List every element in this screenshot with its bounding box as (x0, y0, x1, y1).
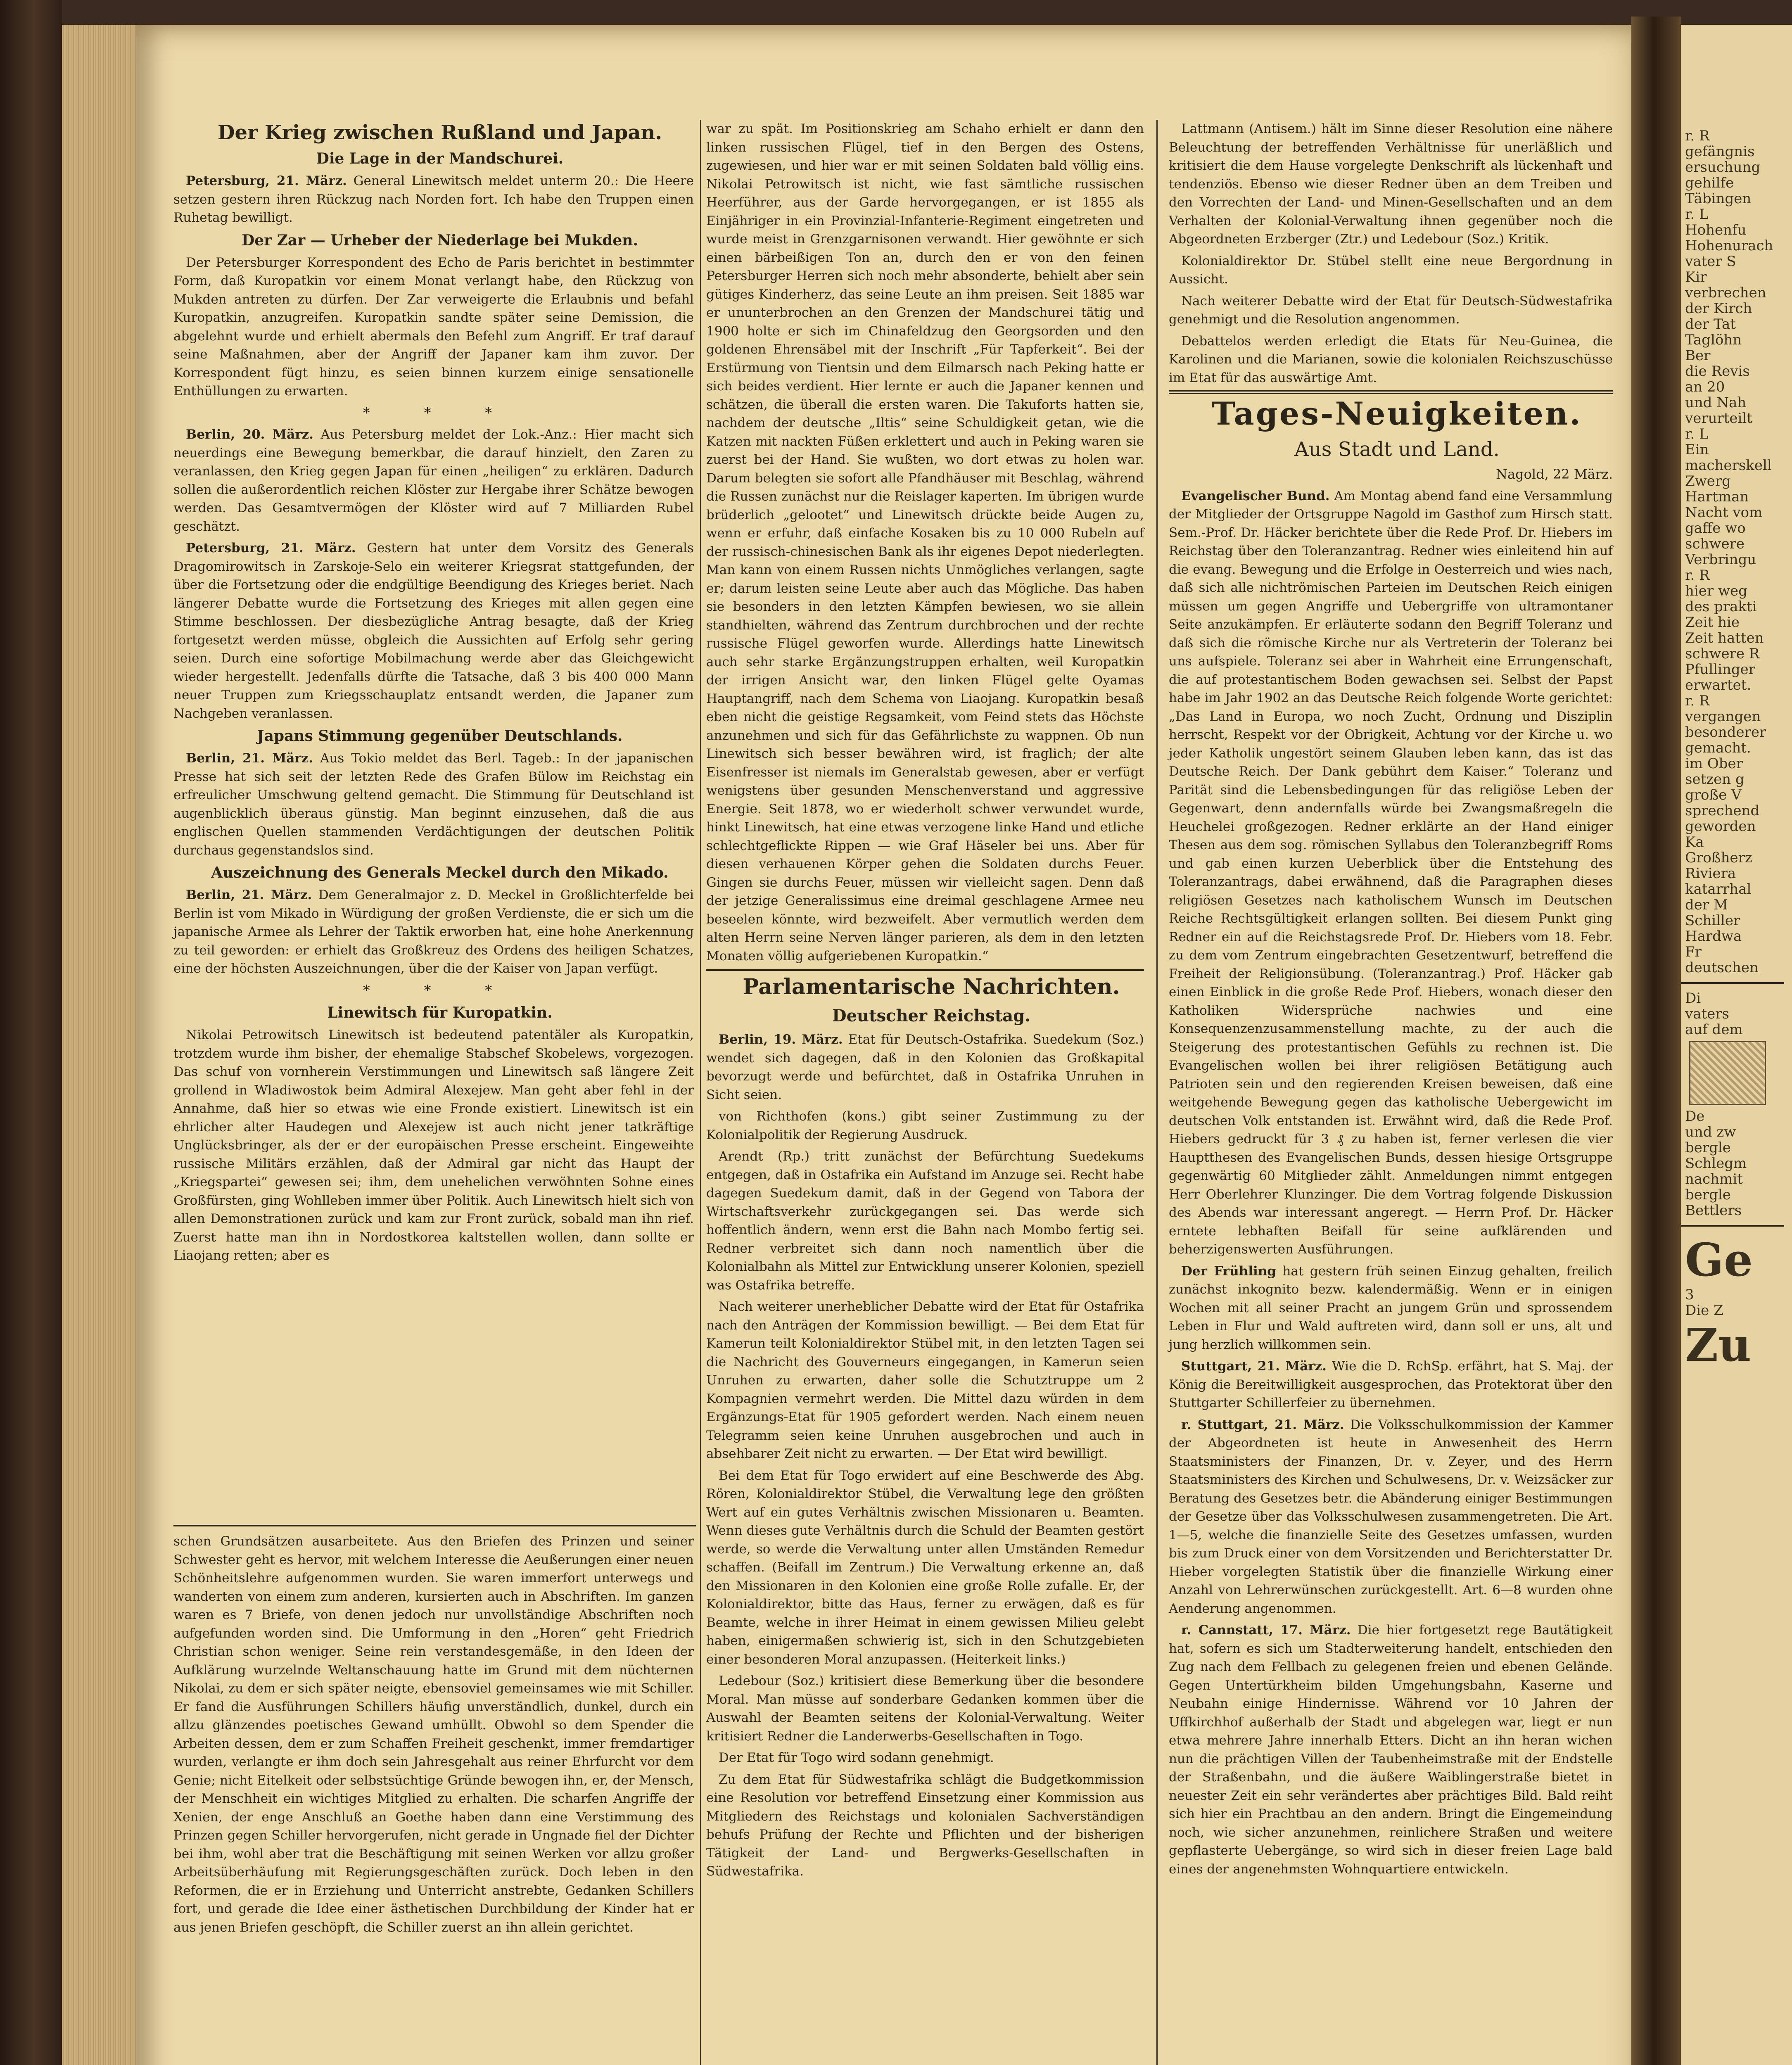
article-zar: Der Petersburger Korrespondent des Echo de Paris berichtet in bestimmter Form, daß Kuropatkin vor einem Monat verlangt habe, den Rückzug von Mukden antreten zu dürfen. Der Zar verweigerte die Erlaubnis und befahl Kuropatkin, anzugreifen. Kuropatkin sandte später seine Demission, die abgelehnt wurde und erhielt abermals den Befehl zum Angriff. Er traf darauf seine Maßnahmen, aber der Angriff der Japaner kam ihm zuvor. Der Korrespondent fügt hinzu, es seien binnen kurzem einige sensationelle Enthüllungen zu erwarten. (173, 255, 694, 399)
article-lead: Evangelischer Bund. (1181, 488, 1330, 503)
article-linewitsch-continued: war zu spät. Im Positionskrieg am Schaho erhielt er dann den linken russischen Flügel, tief in den Bergen des Ostens, zugewiesen, und hier war er mit seinen Soldaten bald völlig eins. Nikolai Petrowitsch ist nicht, wie fast sämtliche russischen Heerführer, aus der Garde hervorgegangen, er ist 1855 als Einjähriger in ein Provinzial-Infanterie-Regiment eingetreten und wurde meist in Grenzgarnisonen verwandt. Hier gewöhnte er sich einen bärbeißigen Ton an, durch den er von den feinen Petersburger Herren sich noch mehr absonderte, behielt aber sein gütiges Kinderherz, das seine Leute an ihm preisen. Seit 1885 war er ununterbrochen an den Grenzen der Mandschurei tätig und 1900 holte er sich im Chinafeldzug den Georgsorden und den goldenen Ehrensäbel mit der Inschrift „Für Tapferkeit“. Bei der Erstürmung von Tientsin und dem Eilmarsch nach Peking hatte er sich beides verdient. Hier lernte er auch die Japaner kennen und schätzen, die überall die ersten waren. Die Takuforts hatten sie, nachdem der deutsche „Iltis“ seine Schuldigkeit getan, wie die Katzen mit nackten Füßen erklettert und auch in Peking waren sie zuerst bei der Hand. Sie wußten, wo dort etwas zu holen war. Darum belegten sie sofort alle Pfandhäuser mit Beschlag, während die Russen zunächst nur die Reislager kaperten. Im übrigen wurde brüderlich „gelootet“ und Linewitsch drückte beide Augen zu, wenn er erfuhr, daß einfache Kosaken bis zu 10 000 Rubeln auf der russisch-chinesischen Bank als ihr eigenes Depot niederlegten. Man kann von einem Russen nichts Unmögliches verlangen, sagte er; darum leisten seine Leute aber auch das Mögliche. Das haben sie besonders in den letzten Kämpfen bewiesen, wo sie allein standhielten, während das Zentrum durchbrochen und der rechte russische Flügel geworfen wurde. Allerdings hatte Linewitsch auch sehr starke Ergänzungstruppen erhalten, weil Kuropatkin der irrigen Ansicht war, den linken Flügel gelte Oyamas Hauptangriff, nach dem Schema von Liaojang. Kuropatkin besaß eben nicht die geistige Regsamkeit, vom Feind stets das Höchste anzunehmen und sich für das Gefährlichste zu wappnen. Ob nun Linewitsch sich besser bewähren wird, ist fraglich; der alte Eisenfresser ist niemals im Generalstab gewesen, aber er verfügt wenigstens über gesunden Menschenverstand und aggressive Energie. Seit 1878, wo er wiederholt schwer verwundet wurde, hinkt Linewitsch, hat eine etwas verzogene linke Hand und etliche schlechtgeflickte Rippen — wie Graf Häseler bei uns. Aber für diesen verhauenen Körper gehen die Soldaten durchs Feuer. Gingen sie durchs Feuer, müssen wir vielleicht sagen. Denn daß der jetzige Generalissimus eine dreimal geschlagene Armee neu beseelen könnte, wird bezweifelt. Aber vermutlich werden dem alten Herrn seine Nerven länger parieren, als dem in den letzten Monaten völlig aufgeriebenen Kuropatkin.“ (706, 121, 1144, 964)
adjacent-page-text-fragments (1681, 128, 1792, 1372)
fragment-line: r. L (1685, 206, 1709, 223)
fragment-line: auf dem (1685, 1021, 1743, 1038)
fragment-line: Taglöhn (1685, 332, 1742, 348)
dateline: Berlin, 21. März. (186, 888, 312, 902)
column-continued-parliament (706, 120, 1144, 1884)
fragment-line: große V (1685, 787, 1742, 803)
article-meckel (173, 886, 694, 978)
fragment-line: erwartet. (1685, 677, 1752, 693)
fragment-line: deutschen (1685, 959, 1759, 976)
fragment-line: Hardwa (1685, 928, 1742, 945)
fragment-line: gemacht. (1685, 740, 1751, 756)
fragment-line: Ka (1685, 834, 1704, 850)
reichstag-lattmann: Lattmann (Antisem.) hält im Sinne dieser Resolution eine nähere Beleuchtung der betreffenden Verhältnisse für unerläßlich und kritisiert die dem Hause vorgelegte Denkschrift als lückenhaft und tendenziös. Ebenso wie dieser Redner üben an dem Treiben und den Vorrechten der Land- und Minen-Gesellschaften und an dem Verhalten der Kolonial-Verwaltung ihnen gegenüber noch die Abgeordneten Erzberger (Ztr.) und Ledebour (Soz.) Kritik. (1169, 121, 1613, 247)
article-berlin-20 (173, 425, 694, 536)
fragment-line: Ber (1685, 347, 1711, 364)
fragment-line: Riviera (1685, 865, 1736, 882)
fragment-line: bergle (1685, 1139, 1731, 1156)
fragment-line: der Kirch (1685, 300, 1752, 317)
dateline: Berlin, 21. März. (186, 751, 313, 766)
reichstag-stuebel: Kolonialdirektor Dr. Stübel stellt eine neue Bergordnung in Aussicht. (1169, 253, 1613, 287)
dateline: Berlin, 19. März. (719, 1032, 843, 1047)
fragment-line: bergle (1685, 1187, 1731, 1203)
feuilleton-separator (173, 1525, 696, 1526)
fragment-line: gehilfe (1685, 175, 1734, 191)
fragment-line: sprechend (1685, 802, 1760, 819)
fragment-line: Zeit hatten (1685, 630, 1764, 646)
fragment-rule (1681, 982, 1784, 984)
article-evangelischer-bund (1169, 487, 1613, 1259)
fragment-line: vergangen (1685, 708, 1761, 725)
fragment-line: Täbingen (1685, 190, 1752, 207)
fragment-line: der M (1685, 897, 1728, 913)
fragment-line: geworden (1685, 818, 1756, 835)
fragment-line: r. L (1685, 426, 1709, 442)
fragment-line: macherskell (1685, 457, 1772, 474)
fragment-line: nachmit (1685, 1171, 1743, 1187)
fragment-line: r. R (1685, 128, 1710, 144)
subhead-meckel: Auszeichnung des Generals Meckel durch den Mikado. (211, 864, 669, 881)
column-rule (700, 120, 701, 2065)
fragment-line: vater S (1685, 253, 1736, 270)
fragment-line: Fr (1685, 944, 1702, 960)
article-berlin-tokio (173, 749, 694, 859)
reichstag-togo-approved: Der Etat für Togo wird sodann genehmigt. (719, 1750, 994, 1765)
fragment-line: Kir (1685, 269, 1707, 285)
fragment-line: verurteilt (1685, 410, 1752, 427)
article-stuttgart-2 (1169, 1416, 1613, 1618)
parliament-title: Parlamentarische Nachrichten. (743, 974, 1120, 999)
article-text: Die Volksschulkommission der Kammer der Abgeordneten ist heute in Anwesenheit des Herrn Staatsministers der Finanzen, Dr. v. Zeyer, und des Herrn Staatsministers des Kirchen und Schulwesens, Dr. v. Weizsäcker zur Beratung des Gesetzes betr. die Abänderung einiger Bestimmungen der Gesetze über das Volksschulwesen zusammengetreten. Die Art. 1—5, welche die finanzielle Seite des Gesetzes umfassen, wurden bis zum Druck einer von dem Vorsitzenden und Berichterstatter Dr. Hieber vorgelegten Statistik über die finanzielle Wirkung einer Anzahl von Lehrerwünschen zurückgestellt. Art. 6—8 wurden ohne Aenderung angenommen. (1169, 1417, 1613, 1616)
reichstag-suedwest-approved: Nach weiterer Debatte wird der Etat für Deutsch-Südwestafrika genehmigt und die Resolution angenommen. (1169, 293, 1613, 327)
fragment-line: des prakti (1685, 598, 1757, 615)
column-local-news (1169, 120, 1613, 1882)
article-linewitsch: Nikolai Petrowitsch Linewitsch ist bedeutend patentäler als Kuropatkin, trotzdem wurde ihm bisher, der ehemalige Stabschef Skobelews, vorgezogen. Das schuf von vornherein Verstimmungen und Linewitsch saß längere Zeit grollend in Wladiwostok beim Admiral Alexejew. Man geht aber fehl in der Annahme, daß hier so etwas wie eine Fronde existiert. Linewitsch ist ein ehrlicher alter Haudegen und Alexejew ist auch nicht jener tatkräftige Unglücksbringer, als der er der europäischen Presse erscheint. Eingeweihte russische Militärs erzählen, daß der Admiral gar nicht das Haupt der „Kriegspartei“ gewesen sei; ihm, dem unehelichen verwöhnten Sohne eines Großfürsten, ging Wohlleben immer über Politik. Auch Linewitsch hielt sich von allen Demonstrationen zurück und kam zur Front zurück, sobald man ihn rief. Zuerst hatte man ihn in Nordostkorea kaltstellen wollen, dann sollte er Liaojang retten; aber es (173, 1028, 694, 1263)
fragment-line: Zwerg (1685, 473, 1731, 489)
fragment-line: gefängnis (1685, 143, 1755, 160)
headline-war: Der Krieg zwischen Rußland und Japan. (217, 121, 662, 144)
subhead-japan: Japans Stimmung gegenüber Deutschlands. (257, 727, 623, 745)
fragment-line: Hohenfu (1685, 222, 1747, 238)
separator-stars: * * * (363, 404, 517, 421)
feuilleton-schiller (173, 1532, 694, 1937)
fragment-line: der Tat (1685, 316, 1736, 332)
fragment-line: Zu (1685, 1318, 1752, 1372)
reichstag-suedwestafrika: Zu dem Etat für Südwestafrika schlägt die Budgetkommission eine Resolution vor betreffend Einsetzung einer Kommission aus Mitgliedern des Reichstags und kolonialen Sachverständigen behufs Prüfung der Rechte und Pflichten und der bisherigen Tätigkeit der Land- und Bergwerks-Gesellschaften in Südwestafrika. (706, 1772, 1144, 1879)
fragment-line: Schiller (1685, 912, 1740, 929)
fragment-line: Ge (1685, 1233, 1753, 1286)
reichstag-ledebour: Ledebour (Soz.) kritisiert diese Bemerkung über die besondere Moral. Man müsse auf sonderbare Gedanken kommen über die Auswahl der Beamten seitens der Kolonial-Verwaltung. Weiter kritisiert Redner die Landerwerbs-Gesellschaften in Togo. (706, 1673, 1144, 1744)
article-cannstatt (1169, 1621, 1613, 1878)
fragment-line: vaters (1685, 1006, 1729, 1022)
subhead-zar: Der Zar — Urheber der Niederlage bei Mukden. (241, 231, 638, 249)
article-text: Aus Tokio meldet das Berl. Tageb.: In der japanischen Presse hat sich seit der letzten Rede des Grafen Bülow im Reichstag ein erfreulicher Umschwung geltend gemacht. Die Stimmung für Deutschland ist augenblicklich überaus günstig. Man beginnt einzusehen, daß die aus englischen Quellen stammenden Verdächtigungen der deutschen Politik durchaus gegenstandslos sind. (173, 751, 694, 858)
fragment-line: verbrechen (1685, 285, 1766, 301)
dateline-nagold: Nagold, 22 März. (1496, 466, 1613, 482)
fragment-line: r. R (1685, 567, 1710, 584)
book-binding (0, 0, 62, 2065)
article-text: Wie die D. RchSp. erfährt, hat S. Maj. der König die Bereitwilligkeit ausgesprochen, das Protektorat über den Stuttgarter Schillerfeier zu übernehmen. (1169, 1359, 1613, 1410)
fragment-line: an 20 (1685, 379, 1725, 395)
fragment-line: Verbringu (1685, 551, 1756, 568)
article-lead: Stuttgart, 21. März. (1181, 1359, 1327, 1374)
fragment-line: Hohenurach (1685, 237, 1773, 254)
fragment-line: Zeit hie (1685, 614, 1740, 631)
column-war-news (173, 120, 694, 1268)
fragment-line: katarrhal (1685, 881, 1752, 897)
article-text: Gestern hat unter dem Vorsitz des Generals Dragomirowitsch in Zarskoje-Selo ein weiterer Kriegsrat stattgefunden, der über die Fortsetzung oder die endgültige Beendigung des Krieges beriet. Nach längerer Debatte wurde die Fortsetzung des Krieges mit allen gegen eine Stimme beschlossen. Der diesbezügliche Antrag besagte, daß der Krieg fortgesetzt werden müsse, obgleich die Aussichten auf Erfolg sehr gering seien. Durch eine sofortige Mobilmachung werde aber das Gleichgewicht wieder hergestellt. Jedenfalls dürfte die Tatsache, daß 3 bis 400 000 Mann neuer Truppen zum Kriegsschauplatz entsandt werden, die Japaner zum Nachgeben veranlassen. (173, 541, 694, 721)
fragment-line: schwere R (1685, 646, 1760, 662)
article-lead: r. Stuttgart, 21. März. (1181, 1417, 1344, 1432)
fragment-line: 3 (1685, 1286, 1694, 1303)
fragment-line: Die Z (1685, 1302, 1723, 1319)
article-petersburg-1 (173, 172, 694, 227)
reichstag-neuguinea: Debattelos werden erledigt die Etats für Neu-Guinea, die Karolinen und die Marianen, sowie die kolonialen Reichszuschüsse im Etat für das auswärtige Amt. (1169, 333, 1613, 385)
dateline: Petersburg, 21. März. (186, 173, 347, 188)
reichstag-togo: Bei dem Etat für Togo erwidert auf eine Beschwerde des Abg. Rören, Kolonialdirektor Stübel, die Verwaltung lege den größten Wert auf ein gutes Verhältnis zwischen Missionaren u. Beamten. Wenn dieses gute Verhältnis durch die Schuld der Beamten gestört werde, so werde die Verwaltung unter allen Umständen Remedur schaffen. (Beifall im Zentrum.) Die Verwaltung erkenne an, daß den Missionaren in den Kolonien eine große Rolle zufalle. Er, der Kolonialdirektor, bitte das Haus, ferner zu erwägen, daß es für Beamte, welche in ihrer Heimat in einem gewissen Milieu gelebt haben, einigermaßen schwierig ist, sich in den Schutzgebieten einer besonderen Moral anzupassen. (Heiterkeit links.) (706, 1468, 1144, 1667)
book-gutter (1631, 17, 1681, 2065)
fragment-line: r. R (1685, 693, 1710, 709)
fragment-line: Hartman (1685, 489, 1749, 505)
fragment-line: und Nah (1685, 394, 1747, 411)
separator-stars: * * * (363, 982, 517, 999)
article-text: hat gestern früh seinen Einzug gehalten, freilich zunächst inkognito bezw. kalendermäßig. Wenn er in einigen Wochen mit all seiner Pracht an jungem Grün und sprossendem Leben in Flur und Wald auftreten wird, dann soll er uns, alt und jung herzlich willkommen sein. (1169, 1263, 1613, 1352)
article-stuttgart-1 (1169, 1357, 1613, 1412)
section-divider (706, 969, 1144, 971)
article-text: Aus Petersburg meldet der Lok.-Anz.: Hier macht sich neuerdings eine Bewegung bemerkbar, die darauf hinzielt, den Zaren zu veranlassen, den Krieg gegen Japan für einen „heiligen“ zu erklären. Dadurch sollen die außerordentlich reichen Klöster zur Hergabe ihrer Schätze bewogen werden. Das Gesamtvermögen der Klöster wird auf 7 Milliarden Rubel geschätzt. (173, 427, 694, 534)
adjacent-page-fragment (1681, 25, 1792, 2065)
reichstag-subtitle: Deutscher Reichstag. (832, 1006, 1031, 1025)
article-lead: r. Cannstatt, 17. März. (1181, 1623, 1351, 1638)
fragment-line: Schlegm (1685, 1155, 1747, 1172)
fragment-line: De (1685, 1108, 1705, 1125)
fragment-line: Nacht vom (1685, 504, 1763, 521)
section-stadt-land: Aus Stadt und Land. (1294, 438, 1500, 461)
fragment-line: Pfullinger (1685, 661, 1756, 678)
reichstag-kamerun: Nach weiterer unerheblicher Debatte wird der Etat für Ostafrika nach den Anträgen der Kommission bewilligt. — Bei dem Etat für Kamerun teilt Kolonialdirektor Stübel mit, in den letzten Tagen sei die Nachricht des Gouverneurs eingegangen, in Kamerun seien Unruhen zu erwarten, daher solle die Schutztruppe um 2 Kompagnien vermehrt werden. Die Mittel dazu würden in dem Ergänzungs-Etat für 1905 gefordert werden. Nach einem neuen Telegramm seien keine Unruhen ausgebrochen und auch in absehbarer Zeit nicht zu erwarten. — Der Etat wird bewilligt. (706, 1299, 1144, 1461)
dateline: Berlin, 20. März. (186, 427, 313, 442)
fragment-line: Bettlers (1685, 1202, 1742, 1219)
fragment-line: setzen g (1685, 771, 1745, 788)
fragment-line: besonderer (1685, 724, 1766, 741)
fragment-rule (1681, 1225, 1784, 1227)
article-text: Am Montag abend fand eine Versammlung der Mitglieder der Ortsgruppe Nagold im Gasthof zum Hirsch statt. Sem.-Prof. Dr. Häcker berichtete über die Rede Prof. Dr. Hiebers im Reichstag über den Toleranzantrag. Redner wies einleitend hin auf die evang. Bewegung und die Erfolge in Oesterreich und wies nach, daß sich alle nichtrömischen Parteien im Deutschen Reich einigen müssen um gegen Angriffe und Uebergriffe von ultramontaner Seite anzukämpfen. Er erläuterte sodann den Begriff Toleranz und daß sich die römische Kirche nur als Vertreterin der Toleranz bei uns aufspiele. Toleranz sei aber in Wahrheit eine Errungenschaft, die auf protestantischem Boden gewachsen sei. Selbst der Papst habe im Jahr 1902 an das Deutsche Reich folgende Worte gerichtet: „Das Land in Europa, wo noch Zucht, Ordnung und Disziplin herrscht, Respekt vor der Obrigkeit, Achtung vor der Kirche u. wo jeder Katholik ungestört seinem Glauben leben kann, das ist das Deutsche Reich. Der Dank gebührt dem Kaiser.“ Toleranz und Parität sind die Lebensbedingungen für das religiöse Leben der Gegenwart, denn andernfalls würde bei Zwangsmaßregeln die Heuchelei großgezogen. Redner erklärte an der Hand einiger Thesen aus dem sog. römischen Syllabus den Toleranzbegriff Roms und gab einen kurzen Ueberblick über die Entstehung des Toleranzantrags, dabei erwähnend, daß die Paragraphen dieses religiösen Gesetzes nach katholischem Wunsch im Deutschen Reiche Rechtsgültigkeit erlangen sollten. Bei diesem Punkt ging Redner ein auf die Reichstagsrede Prof. Dr. Hiebers vom 18. Febr. zu dem vom Zentrum eingebrachten Gesetzentwurf, betreffend die Freiheit der Religionsübung. (Toleranzantrag.) Prof. Häcker gab einen Einblick in die große Rede Prof. Hiebers, wonach dieser den Katholiken Widersprüche nachwies und eine Konsequenzenzusammenstellung machte, zu der auch die Steigerung des protestantischen Gefühls zu rechnen ist. Die Evangelischen wollen bei ihrer religiösen Betätigung auch Patrioten sein und den regierenden Kreisen beweisen, daß eine weitgehende Bewegung gegen das katholische Uebergewicht im deutschen Volk entstanden ist. Erwähnt wird, daß die Rede Prof. Hiebers gedruckt für 3 ₰ zu haben ist, ferner verlesen die vier Hauptthesen des Evangelischen Bunds, dessen hiesige Ortsgruppe gegenwärtig 60 Mitglieder zählt. Anmeldungen nimmt entgegen Herr Oberlehrer Klunzinger. Die dem Vortrag folgende Diskussion des Abends war interessant angeregt. — Herrn Prof. Dr. Häcker erntete lebhaften Beifall für seine aufklärenden und beherzigenswerten Ausführungen. (1169, 488, 1613, 1257)
subhead-lage: Die Lage in der Mandschurei. (316, 150, 564, 167)
dateline: Petersburg, 21. März. (186, 541, 356, 555)
fragment-line: hier weg (1685, 583, 1747, 599)
section-divider (1169, 390, 1613, 394)
fragment-line: schwere (1685, 536, 1745, 552)
reichstag-richthofen: von Richthofen (kons.) gibt seiner Zustimmung zu der Kolonialpolitik der Regierung Ausdruck. (706, 1109, 1144, 1142)
article-text: Dem Generalmajor z. D. Meckel in Großlichterfelde bei Berlin ist vom Mikado in Würdigung der großen Verdienste, die er sich um die japanische Armee als Lehrer der Taktik erworben hat, eine hohe Anerkennung zu teil geworden: er erhielt das Großkreuz des Ordens des heiligen Schatzes, eine der höchsten Auszeichnungen, über die der Kaiser von Japan verfügt. (173, 888, 694, 976)
fragment-line: Di (1685, 990, 1701, 1006)
article-text: Etat für Deutsch-Ostafrika. Suedekum (Soz.) wendet sich dagegen, daß in den Kolonien das Großkapital bevorzugt werde und befürchtet, daß in Ostafrika Unruhen in Sicht seien. (706, 1032, 1144, 1102)
article-fruehling (1169, 1262, 1613, 1354)
article-petersburg-2 (173, 539, 694, 723)
fragment-line: gaffe wo (1685, 520, 1746, 536)
article-text: Die hier fortgesetzt rege Bautätigkeit hat, sofern es sich um Stadterweiterung handelt, entschieden den Zug nach dem Fellbach zu gelegenen freien und ebenen Gelände. Gegen Untertürkheim bilden Umgehungsbahn, Kaserne und Neubahn einige Hindernisse. Während vor 10 Jahren der Uffkirchhof außerhalb der Stadt und abgelegen war, liegt er nun etwa mehrere Jahre innerhalb Etters. Dicht an ihn heran wichen nun die prächtigen Villen der Taubenheimstraße mit der Endstelle der Straßenbahn, und die äußere Waiblingerstraße bietet in neuester Zeit ein sehr verändertes aber prächtiges Bild. Bald reiht sich hier ein Prachtbau an den andern. Bringt die Eingemeindung noch, wie sicher anzunehmen, reinlichere Straßen und weitere gepflasterte Uebergänge, so wird sich in dieser freien Lage bald eines der angenehmsten Wohnquartiere entwickeln. (1169, 1623, 1613, 1877)
fragment-line: die Revis (1685, 363, 1750, 380)
fragment-line: ersuchung (1685, 159, 1761, 176)
article-text: General Linewitsch meldet unterm 20.: Die Heere setzen gestern ihren Rückzug nach Norden fort. Ich habe den Truppen einen Ruhetag bewilligt. (173, 173, 694, 225)
reichstag-berlin-19 (706, 1030, 1144, 1104)
reichstag-arendt: Arendt (Rp.) tritt zunächst der Befürchtung Suedekums entgegen, daß in Ostafrika ein Aufstand im Anzuge sei. Recht habe dagegen Suedekum damit, daß in der Gegend von Tabora der Wirtschaftsverkehr zurückgegangen sei. Das werde sich hoffentlich ändern, wenn erst die Bahn nach Mombo fertig sei. Redner verbreitet sich dann noch namentlich über die Kolonialbahn als Mittel zur Entwicklung unserer Kolonien, speziell was Ostafrika betreffe. (706, 1149, 1144, 1293)
article-lead: Der Frühling (1181, 1263, 1276, 1279)
fragment-line: Ein (1685, 441, 1709, 458)
feuilleton-text: schen Grundsätzen ausarbeitete. Aus den Briefen des Prinzen und seiner Schwester geht es hervor, mit welchem Interesse die Aeußerungen einer neuen Schönheitslehre aufgenommen wurden. Sie waren immerfort unterwegs und wanderten von einem zum anderen, kursierten auch in Abschriften. Im ganzen waren es 7 Briefe, von denen jedoch nur unvollständige Abschriften noch aufgefunden worden sind. Die Umformung in den „Horen“ geht Friedrich Christian schon weniger. Seine rein verstandesgemäße, in den Ideen der Aufklärung wurzelnde Weltanschauung hatte im Grund mit dem nüchternen Nikolai, zu dem er sich später neigte, ebensoviel gemeinsames wie mit Schiller. Er fand die Ausführungen Schillers häufig unverständlich, dunkel, durch ein allzu glänzendes poetisches Gewand umhüllt. Obwohl so dem Spender die Arbeiten dessen, dem er zum Schaffen Freiheit geschenkt, immer fremdartiger wurden, verlangte er ihm doch sein Jahresgehalt aus reiner Ehrfurcht vor dem Genie; nicht Eitelkeit oder selbstsüchtige Gründe bewogen ihn, er, der Mensch, der Menschheit ein wichtiges Mitglied zu erhalten. Die scharfen Angriffe der Xenien, der enge Anschluß an Goethe haben dann eine Verstimmung des Prinzen gegen Schiller hervorgerufen, nicht gerade in Ungnade fiel der Dichter bei ihm, wohl aber trat die Beschäftigung mit seinen Werken vor allzu großer Arbeitsüberhäufung mit Regierungsgeschäften zurück. Doch leben in den Reformen, die er in Erziehung und Unterricht anstrebte, Gedanken Schillers fort, und gerade die Idee einer ästhetischen Durchbildung der Kinder hat er aus jenen Briefen geschöpft, die Schiller zuerst an ihn allein gerichtet. (173, 1534, 694, 1935)
column-rule (1156, 120, 1158, 2065)
fragment-line: Großherz (1685, 850, 1752, 866)
subhead-linewitsch: Linewitsch für Kuropatkin. (327, 1004, 553, 1021)
advertisement-illustration (1689, 1041, 1766, 1105)
page-edges (62, 25, 145, 2065)
fragment-line: und zw (1685, 1124, 1736, 1140)
section-tages-neuigkeiten: Tages-Neuigkeiten. (1212, 395, 1582, 432)
fragment-line: im Ober (1685, 755, 1743, 772)
